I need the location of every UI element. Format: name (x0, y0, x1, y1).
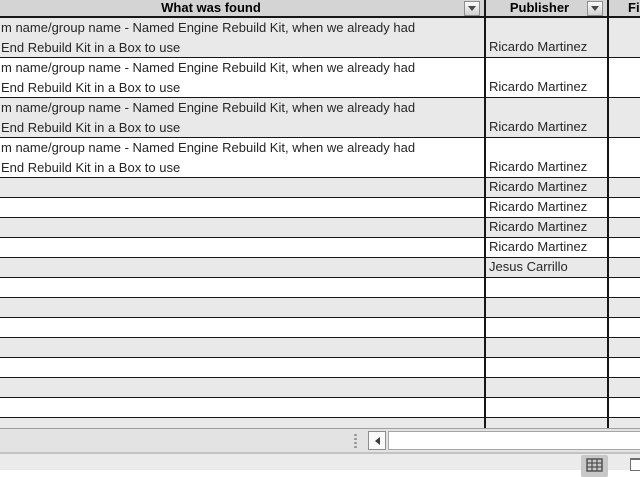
cell-publisher[interactable] (486, 298, 609, 317)
cell-what-was-found[interactable] (0, 218, 486, 237)
cell-publisher[interactable] (486, 418, 609, 428)
table-row (0, 98, 640, 138)
cell-fi[interactable] (609, 18, 640, 57)
cell-publisher[interactable]: Ricardo Martinez (486, 198, 609, 217)
table-row (0, 398, 640, 418)
cell-what-was-found[interactable]: m name/group name - Named Engine Rebuild Kit, when we already had End Rebuild Kit in a Box to use (0, 58, 486, 97)
cell-publisher[interactable]: Ricardo Martinez (486, 18, 609, 57)
table-row (0, 278, 640, 298)
cell-publisher[interactable]: Jesus Carrillo (486, 258, 609, 277)
filter-button-what-was-found[interactable] (464, 1, 480, 16)
pane-split-grip[interactable] (354, 434, 358, 448)
cell-what-was-found[interactable] (0, 418, 486, 428)
column-header-publisher[interactable] (486, 0, 609, 16)
page-layout-icon (630, 458, 640, 471)
cell-fi[interactable] (609, 198, 640, 217)
cell-what-was-found[interactable] (0, 278, 486, 297)
cell-what-was-found[interactable] (0, 398, 486, 417)
cell-what-was-found[interactable] (0, 258, 486, 277)
cell-fi[interactable] (609, 238, 640, 257)
table-row (0, 358, 640, 378)
table-row (0, 378, 640, 398)
cell-publisher[interactable]: Ricardo Martinez (486, 138, 609, 177)
cell-what-was-found[interactable] (0, 178, 486, 197)
cell-what-was-found[interactable]: m name/group name - Named Engine Rebuild Kit, when we already had End Rebuild Kit in a Box to use (0, 18, 486, 57)
table-row (0, 178, 640, 198)
cell-fi[interactable] (609, 338, 640, 357)
table-row (0, 238, 640, 258)
cell-publisher[interactable] (486, 278, 609, 297)
normal-view-button[interactable] (581, 455, 608, 477)
table-row (0, 338, 640, 358)
table-row (0, 418, 640, 428)
table-row (0, 18, 640, 58)
table-row (0, 218, 640, 238)
cell-publisher[interactable]: Ricardo Martinez (486, 58, 609, 97)
column-header-label: Fi (628, 0, 640, 15)
page-layout-view-button[interactable] (626, 455, 640, 477)
cell-fi[interactable] (609, 298, 640, 317)
scroll-left-button[interactable] (368, 431, 386, 450)
table-row (0, 318, 640, 338)
cell-publisher[interactable] (486, 398, 609, 417)
cell-fi[interactable] (609, 358, 640, 377)
chevron-down-icon (591, 6, 599, 11)
cell-fi[interactable] (609, 178, 640, 197)
cell-publisher[interactable] (486, 378, 609, 397)
cell-fi[interactable] (609, 378, 640, 397)
column-header-label: Publisher (509, 0, 570, 15)
cell-what-was-found[interactable] (0, 198, 486, 217)
cell-publisher[interactable] (486, 358, 609, 377)
cell-fi[interactable] (609, 138, 640, 177)
table-row (0, 298, 640, 318)
column-header-what-was-found[interactable] (0, 0, 486, 16)
cell-fi[interactable] (609, 58, 640, 97)
cell-publisher[interactable] (486, 318, 609, 337)
cell-fi[interactable] (609, 218, 640, 237)
cell-publisher[interactable]: Ricardo Martinez (486, 238, 609, 257)
cell-fi[interactable] (609, 258, 640, 277)
filter-button-publisher[interactable] (587, 1, 603, 16)
chevron-down-icon (468, 6, 476, 11)
scrollbar-thumb[interactable] (388, 431, 640, 450)
cell-what-was-found[interactable] (0, 378, 486, 397)
cell-fi[interactable] (609, 418, 640, 428)
cell-what-was-found[interactable] (0, 318, 486, 337)
cell-fi[interactable] (609, 318, 640, 337)
cell-fi[interactable] (609, 398, 640, 417)
table-row (0, 198, 640, 218)
cell-what-was-found[interactable] (0, 298, 486, 317)
cell-publisher[interactable]: Ricardo Martinez (486, 98, 609, 137)
column-header-fi[interactable] (609, 0, 640, 16)
cell-fi[interactable] (609, 278, 640, 297)
table-header-row (0, 0, 640, 18)
cell-what-was-found[interactable]: m name/group name - Named Engine Rebuild Kit, when we already had End Rebuild Kit in a Box to use (0, 138, 486, 177)
horizontal-scrollbar-area (0, 428, 640, 452)
cell-fi[interactable] (609, 98, 640, 137)
cell-publisher[interactable]: Ricardo Martinez (486, 218, 609, 237)
cell-publisher[interactable]: Ricardo Martinez (486, 178, 609, 197)
cell-what-was-found[interactable] (0, 358, 486, 377)
table-row (0, 58, 640, 98)
cell-what-was-found[interactable] (0, 338, 486, 357)
cell-what-was-found[interactable] (0, 238, 486, 257)
left-arrow-icon (375, 437, 380, 445)
table-row (0, 258, 640, 278)
table-row (0, 138, 640, 178)
cell-what-was-found[interactable]: m name/group name - Named Engine Rebuild Kit, when we already had End Rebuild Kit in a Box to use (0, 98, 486, 137)
cell-publisher[interactable] (486, 338, 609, 357)
status-bar (0, 452, 640, 470)
column-header-label: What was found (161, 0, 261, 15)
